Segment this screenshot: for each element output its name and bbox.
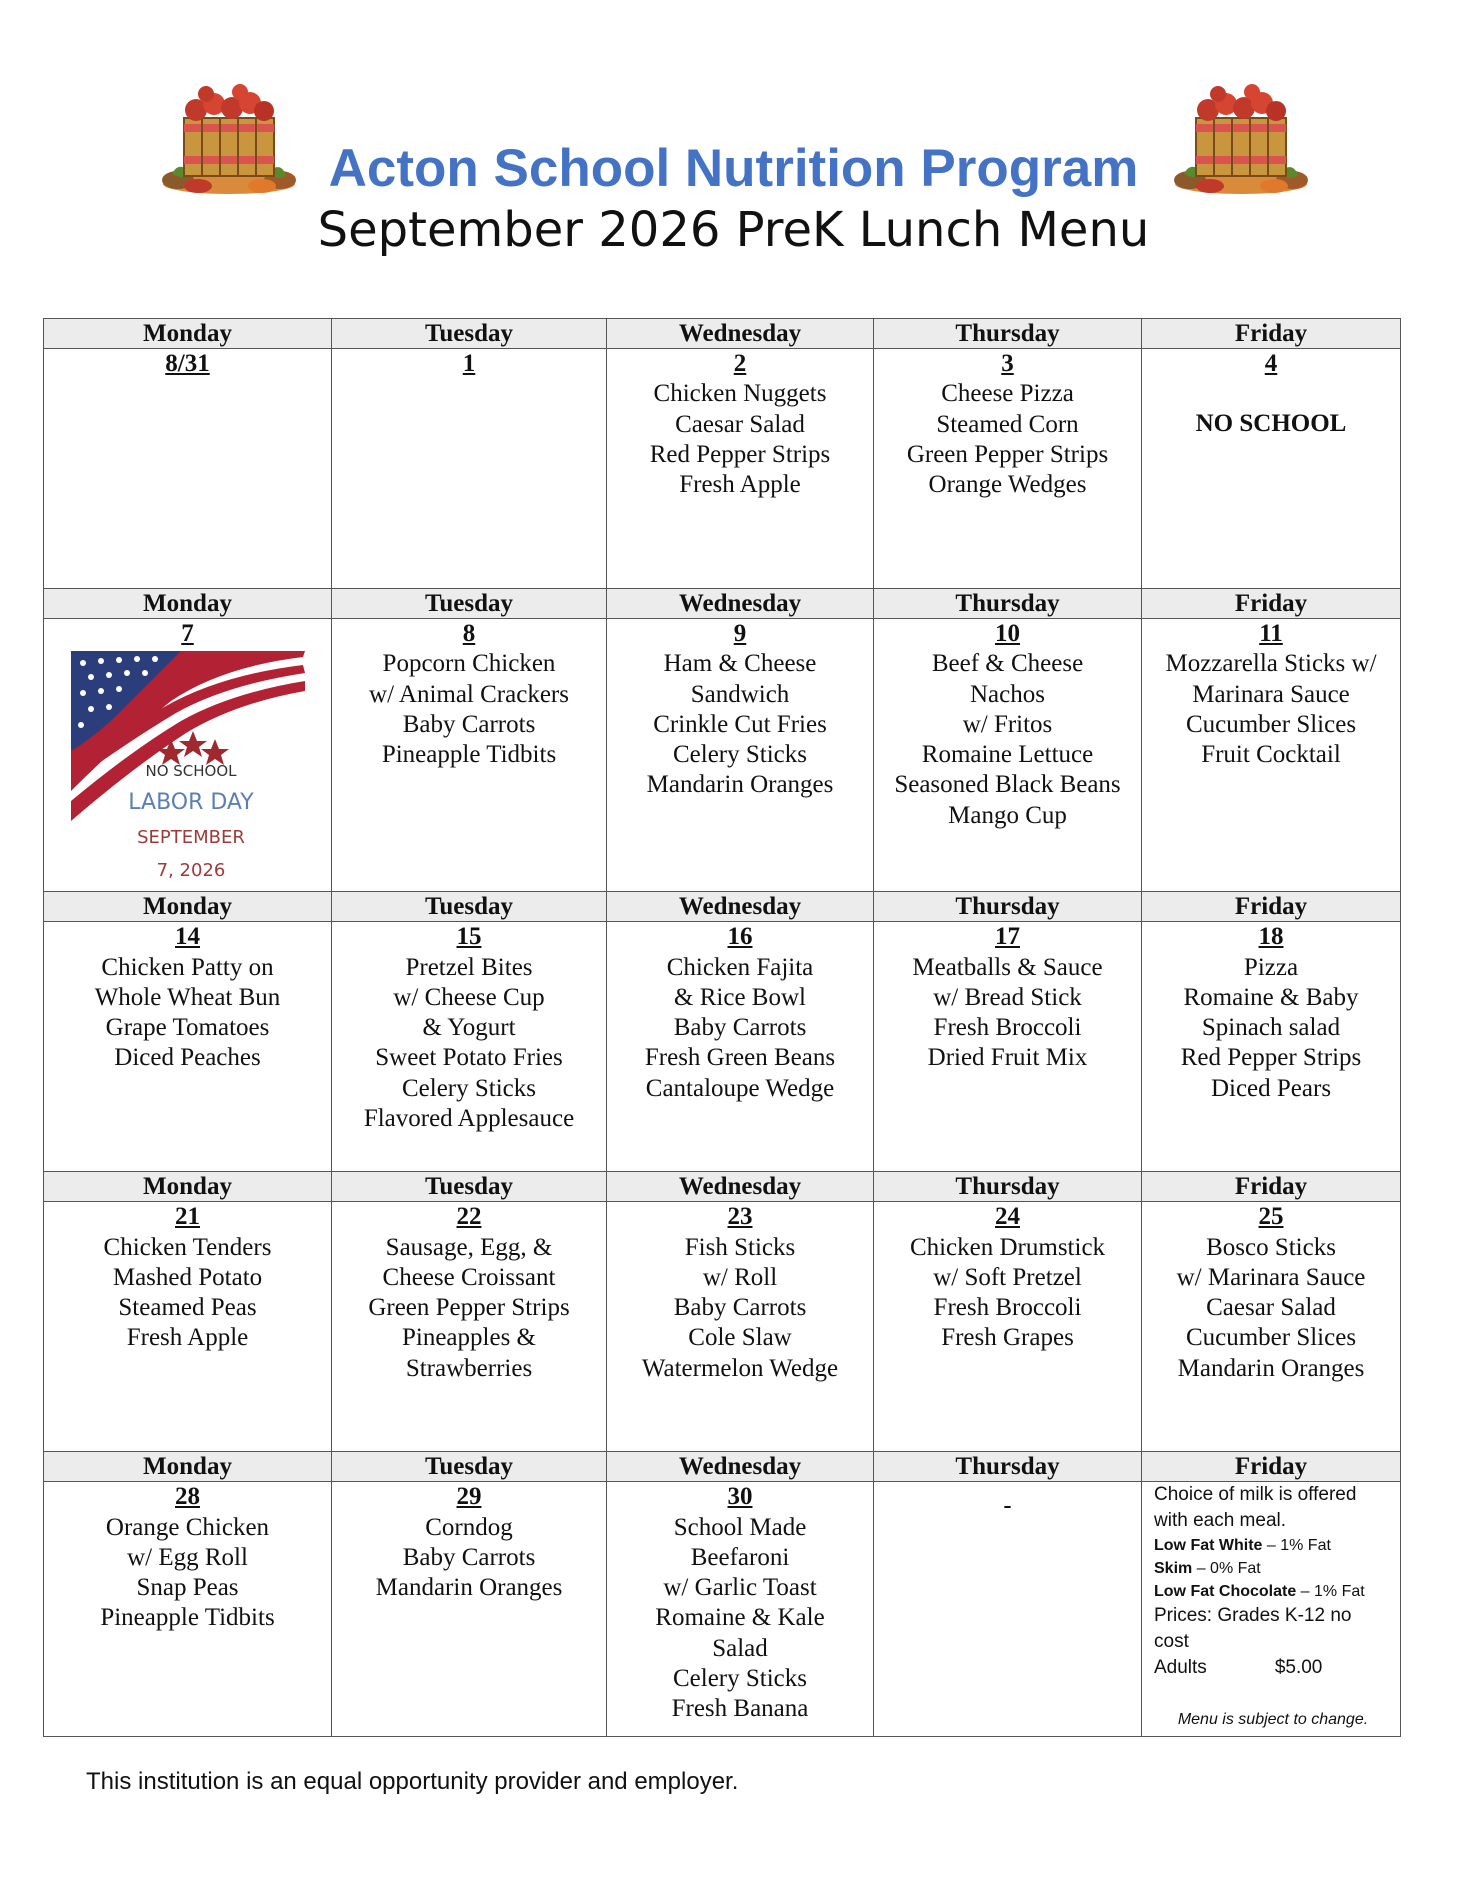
menu-item: w/ Bread Stick — [933, 983, 1082, 1011]
day-cell — [607, 619, 874, 892]
day-number: 28 — [175, 1483, 200, 1511]
menu-item: & Yogurt — [422, 1014, 516, 1042]
menu-item: w/ Roll — [702, 1263, 778, 1291]
milk-option-label: Low Fat Chocolate — [1154, 1583, 1297, 1601]
menu-item: Pizza — [1243, 953, 1299, 981]
menu-item: Cheese Croissant — [382, 1263, 556, 1291]
menu-item: Marinara Sauce — [1192, 680, 1350, 708]
menu-item: Cucumber Slices — [1185, 1324, 1357, 1352]
menu-item: Green Pepper Strips — [906, 440, 1109, 468]
day-number: 14 — [175, 923, 200, 951]
day-number: 24 — [995, 1203, 1020, 1231]
day-number: 30 — [727, 1483, 753, 1511]
menu-item: Diced Pears — [1210, 1074, 1332, 1102]
menu-item: Cantaloupe Wedge — [645, 1074, 835, 1102]
menu-item: Spinach salad — [1201, 1014, 1341, 1042]
month-label: SEPTEMBER — [136, 827, 245, 849]
weekday-header-row — [44, 1452, 1401, 1482]
day-number: 11 — [1259, 620, 1283, 647]
menu-item: Romaine & Baby — [1183, 983, 1359, 1011]
day-number: 22 — [456, 1203, 482, 1231]
menu-item: Pineapple Tidbits — [100, 1604, 275, 1632]
day-cell — [332, 1482, 607, 1736]
weekday-header: Friday — [1142, 1452, 1401, 1482]
day-cell — [874, 349, 1142, 589]
menu-item: Fresh Broccoli — [933, 1294, 1082, 1322]
day-cell — [874, 922, 1142, 1172]
menu-item: Bosco Sticks — [1206, 1233, 1336, 1261]
weekday-header: Monday — [44, 589, 332, 619]
page-title: Acton School Nutrition Program — [328, 139, 1139, 198]
menu-item: Strawberries — [405, 1354, 533, 1382]
day-number: 9 — [733, 620, 747, 647]
menu-item: Steamed Corn — [936, 410, 1079, 438]
menu-item: Pineapple Tidbits — [381, 741, 557, 769]
menu-item: Steamed Peas — [118, 1294, 257, 1322]
equal-opportunity-statement: This institution is an equal opportunity provider and employer. — [86, 1768, 739, 1795]
day-cell — [1142, 1202, 1401, 1452]
day-cell — [607, 349, 874, 589]
menu-item: Whole Wheat Bun — [94, 983, 281, 1011]
menu-item: Fresh Banana — [671, 1695, 809, 1723]
american-flag-icon — [71, 651, 305, 891]
menu-item: Sandwich — [690, 680, 790, 708]
menu-item: Cheese Pizza — [941, 380, 1074, 408]
menu-item: Popcorn Chicken — [382, 650, 556, 678]
milk-option — [1154, 1534, 1392, 1557]
day-number: 4 — [1264, 350, 1278, 377]
weekday-header: Friday — [1142, 1172, 1401, 1202]
day-number: 25 — [1258, 1203, 1284, 1231]
weekday-header-row — [44, 319, 1401, 349]
menu-item: Snap Peas — [136, 1574, 239, 1602]
day-number: 8 — [462, 620, 476, 647]
lunch-menu-calendar — [43, 318, 1401, 1737]
day-number: 15 — [456, 923, 482, 951]
day-cell — [332, 922, 607, 1172]
menu-item: Chicken Fajita — [666, 953, 814, 981]
day-cell — [332, 1202, 607, 1452]
prices-line: cost — [1154, 1631, 1189, 1653]
adults-price-line — [1154, 1655, 1392, 1681]
weekday-header: Friday — [1142, 589, 1401, 619]
menu-item: Mandarin Oranges — [375, 1574, 563, 1602]
day-number — [874, 1482, 1141, 1512]
weekday-header: Tuesday — [332, 892, 607, 922]
menu-item: Chicken Drumstick — [909, 1233, 1106, 1261]
day-number: 8/31 — [165, 350, 210, 377]
menu-item: Watermelon Wedge — [641, 1354, 839, 1382]
milk-and-price-info — [1142, 1482, 1401, 1736]
adults-label: Adults — [1154, 1657, 1207, 1679]
menu-item: w/ Egg Roll — [127, 1543, 248, 1571]
menu-item: Corndog — [425, 1513, 513, 1541]
menu-item: Dried Fruit Mix — [927, 1044, 1088, 1072]
menu-item: Mandarin Oranges — [1177, 1354, 1365, 1382]
day-number: 1 — [462, 350, 476, 377]
week-row — [44, 1482, 1401, 1736]
weekday-header-row — [44, 589, 1401, 619]
weekday-header: Thursday — [874, 319, 1142, 349]
menu-item: Cucumber Slices — [1185, 710, 1357, 738]
menu-item: & Rice Bowl — [674, 983, 806, 1011]
menu-item: Crinkle Cut Fries — [653, 710, 827, 738]
weekday-header: Wednesday — [607, 319, 874, 349]
menu-item: Salad — [712, 1634, 768, 1662]
weekday-header: Wednesday — [607, 589, 874, 619]
weekday-header: Tuesday — [332, 1452, 607, 1482]
menu-item: Meatballs & Sauce — [912, 953, 1103, 981]
weekday-header: Tuesday — [332, 319, 607, 349]
day-cell — [607, 1202, 874, 1452]
weekday-header: Thursday — [874, 892, 1142, 922]
day-cell — [874, 1482, 1142, 1736]
milk-intro: Choice of milk is offered — [1154, 1484, 1357, 1506]
day-cell — [44, 1482, 332, 1736]
menu-item: Fresh Green Beans — [644, 1044, 836, 1072]
menu-item: Fresh Apple — [679, 471, 801, 499]
menu-item: Mashed Potato — [112, 1263, 263, 1291]
page-subtitle: September 2026 PreK Lunch Menu — [317, 202, 1150, 258]
day-number: 7 — [181, 620, 194, 647]
weekday-header: Monday — [44, 319, 332, 349]
menu-item: Baby Carrots — [402, 710, 536, 738]
weekday-header-row — [44, 892, 1401, 922]
menu-item: Fresh Apple — [126, 1324, 249, 1352]
adults-price: $5.00 — [1274, 1657, 1323, 1679]
weekday-header: Friday — [1142, 319, 1401, 349]
menu-item: Beef & Cheese — [931, 650, 1084, 678]
weekday-header-row — [44, 1172, 1401, 1202]
day-cell — [607, 922, 874, 1172]
menu-item: Chicken Nuggets — [653, 380, 827, 408]
day-cell — [1142, 619, 1401, 892]
menu-item: Fresh Broccoli — [933, 1014, 1082, 1042]
day-cell — [44, 619, 332, 892]
menu-item: Cole Slaw — [688, 1324, 792, 1352]
menu-item: Sausage, Egg, & — [385, 1233, 553, 1261]
menu-item: Fruit Cocktail — [1201, 741, 1341, 769]
day-number: 16 — [727, 923, 753, 951]
weekday-header: Thursday — [874, 589, 1142, 619]
menu-item: Caesar Salad — [1206, 1294, 1336, 1322]
prices-line: Prices: Grades K-12 no — [1154, 1605, 1352, 1627]
menu-item: w/ Marinara Sauce — [1176, 1263, 1366, 1291]
menu-item: Celery Sticks — [672, 741, 807, 769]
menu-item: Diced Peaches — [114, 1044, 261, 1072]
weekday-header: Monday — [44, 1452, 332, 1482]
menu-item: School Made — [673, 1513, 807, 1541]
holiday-date-label: 7, 2026 — [156, 860, 225, 882]
day-cell — [1142, 349, 1401, 589]
menu-item: Orange Chicken — [105, 1513, 270, 1541]
day-cell — [44, 1202, 332, 1452]
week-row — [44, 619, 1401, 892]
menu-item: Beefaroni — [690, 1543, 790, 1571]
day-cell — [874, 1202, 1142, 1452]
milk-option — [1154, 1580, 1392, 1603]
day-cell — [607, 1482, 874, 1736]
menu-item: Fresh Grapes — [941, 1324, 1074, 1352]
day-cell — [874, 619, 1142, 892]
menu-item: Celery Sticks — [672, 1665, 807, 1693]
menu-item: Mandarin Oranges — [646, 771, 834, 799]
menu-item: Seasoned Black Beans — [894, 771, 1121, 799]
day-number: 2 — [733, 350, 747, 377]
day-number: 21 — [175, 1203, 200, 1231]
menu-item: Pretzel Bites — [405, 953, 533, 981]
menu-item: Chicken Tenders — [103, 1233, 272, 1261]
week-row — [44, 1202, 1401, 1452]
menu-item: Red Pepper Strips — [1180, 1044, 1362, 1072]
milk-option — [1154, 1557, 1392, 1580]
day-number: 18 — [1258, 923, 1284, 951]
day-cell — [44, 349, 332, 589]
no-school-note: NO SCHOOL — [1195, 410, 1347, 438]
day-number: 17 — [995, 923, 1020, 951]
menu-item: Green Pepper Strips — [368, 1294, 570, 1322]
weekday-header: Thursday — [874, 1452, 1142, 1482]
milk-option-value: – 0% Fat — [1192, 1560, 1261, 1578]
weekday-header: Wednesday — [607, 1452, 874, 1482]
menu-item: w/ Soft Pretzel — [933, 1263, 1082, 1291]
menu-item: Mozzarella Sticks w/ — [1165, 650, 1377, 678]
menu-item: Sweet Potato Fries — [375, 1044, 563, 1072]
menu-item: Romaine Lettuce — [921, 741, 1094, 769]
menu-item: Nachos — [970, 680, 1045, 708]
weekday-header: Thursday — [874, 1172, 1142, 1202]
no-school-label: NO SCHOOL — [144, 762, 237, 781]
day-cell — [1142, 922, 1401, 1172]
day-number: 29 — [456, 1483, 482, 1511]
menu-item: Fish Sticks — [684, 1233, 796, 1261]
menu-item: Pineapples & — [401, 1324, 536, 1352]
week-row — [44, 922, 1401, 1172]
labor-day-label: LABOR DAY — [127, 790, 254, 816]
weekday-header: Wednesday — [607, 1172, 874, 1202]
menu-item: Baby Carrots — [402, 1543, 536, 1571]
week-row — [44, 349, 1401, 589]
day-cell — [332, 619, 607, 892]
menu-item: Baby Carrots — [673, 1014, 807, 1042]
menu-item: w/ Garlic Toast — [663, 1574, 817, 1602]
menu-item: Baby Carrots — [673, 1294, 807, 1322]
menu-item: Caesar Salad — [675, 410, 805, 438]
menu-item: Red Pepper Strips — [649, 440, 831, 468]
weekday-header: Tuesday — [332, 589, 607, 619]
milk-option-value: – 1% Fat — [1262, 1537, 1331, 1555]
menu-item: Flavored Applesauce — [363, 1105, 575, 1133]
day-number: 10 — [995, 620, 1020, 647]
menu-item: Romaine & Kale — [655, 1604, 825, 1632]
menu-item: Mango Cup — [948, 801, 1067, 829]
weekday-header: Tuesday — [332, 1172, 607, 1202]
menu-item: Chicken Patty on — [101, 953, 274, 981]
menu-item: Orange Wedges — [928, 471, 1087, 499]
menu-item: w/ Fritos — [962, 710, 1053, 738]
menu-item: Grape Tomatoes — [105, 1014, 270, 1042]
milk-intro: with each meal. — [1154, 1510, 1287, 1532]
day-cell — [332, 349, 607, 589]
menu-item: w/ Animal Crackers — [369, 680, 569, 708]
weekday-header: Friday — [1142, 892, 1401, 922]
weekday-header: Wednesday — [607, 892, 874, 922]
menu-change-note: Menu is subject to change. — [1177, 1711, 1369, 1729]
menu-item: Ham & Cheese — [663, 650, 817, 678]
day-cell — [44, 922, 332, 1172]
milk-option-label: Skim — [1154, 1560, 1193, 1578]
menu-item: Celery Sticks — [401, 1074, 536, 1102]
day-number: 23 — [727, 1203, 753, 1231]
milk-option-label: Low Fat White — [1154, 1537, 1263, 1555]
weekday-header: Monday — [44, 892, 332, 922]
menu-item: w/ Cheese Cup — [393, 983, 545, 1011]
milk-option-value: – 1% Fat — [1296, 1583, 1365, 1601]
day-number: 3 — [1001, 350, 1014, 377]
weekday-header: Monday — [44, 1172, 332, 1202]
